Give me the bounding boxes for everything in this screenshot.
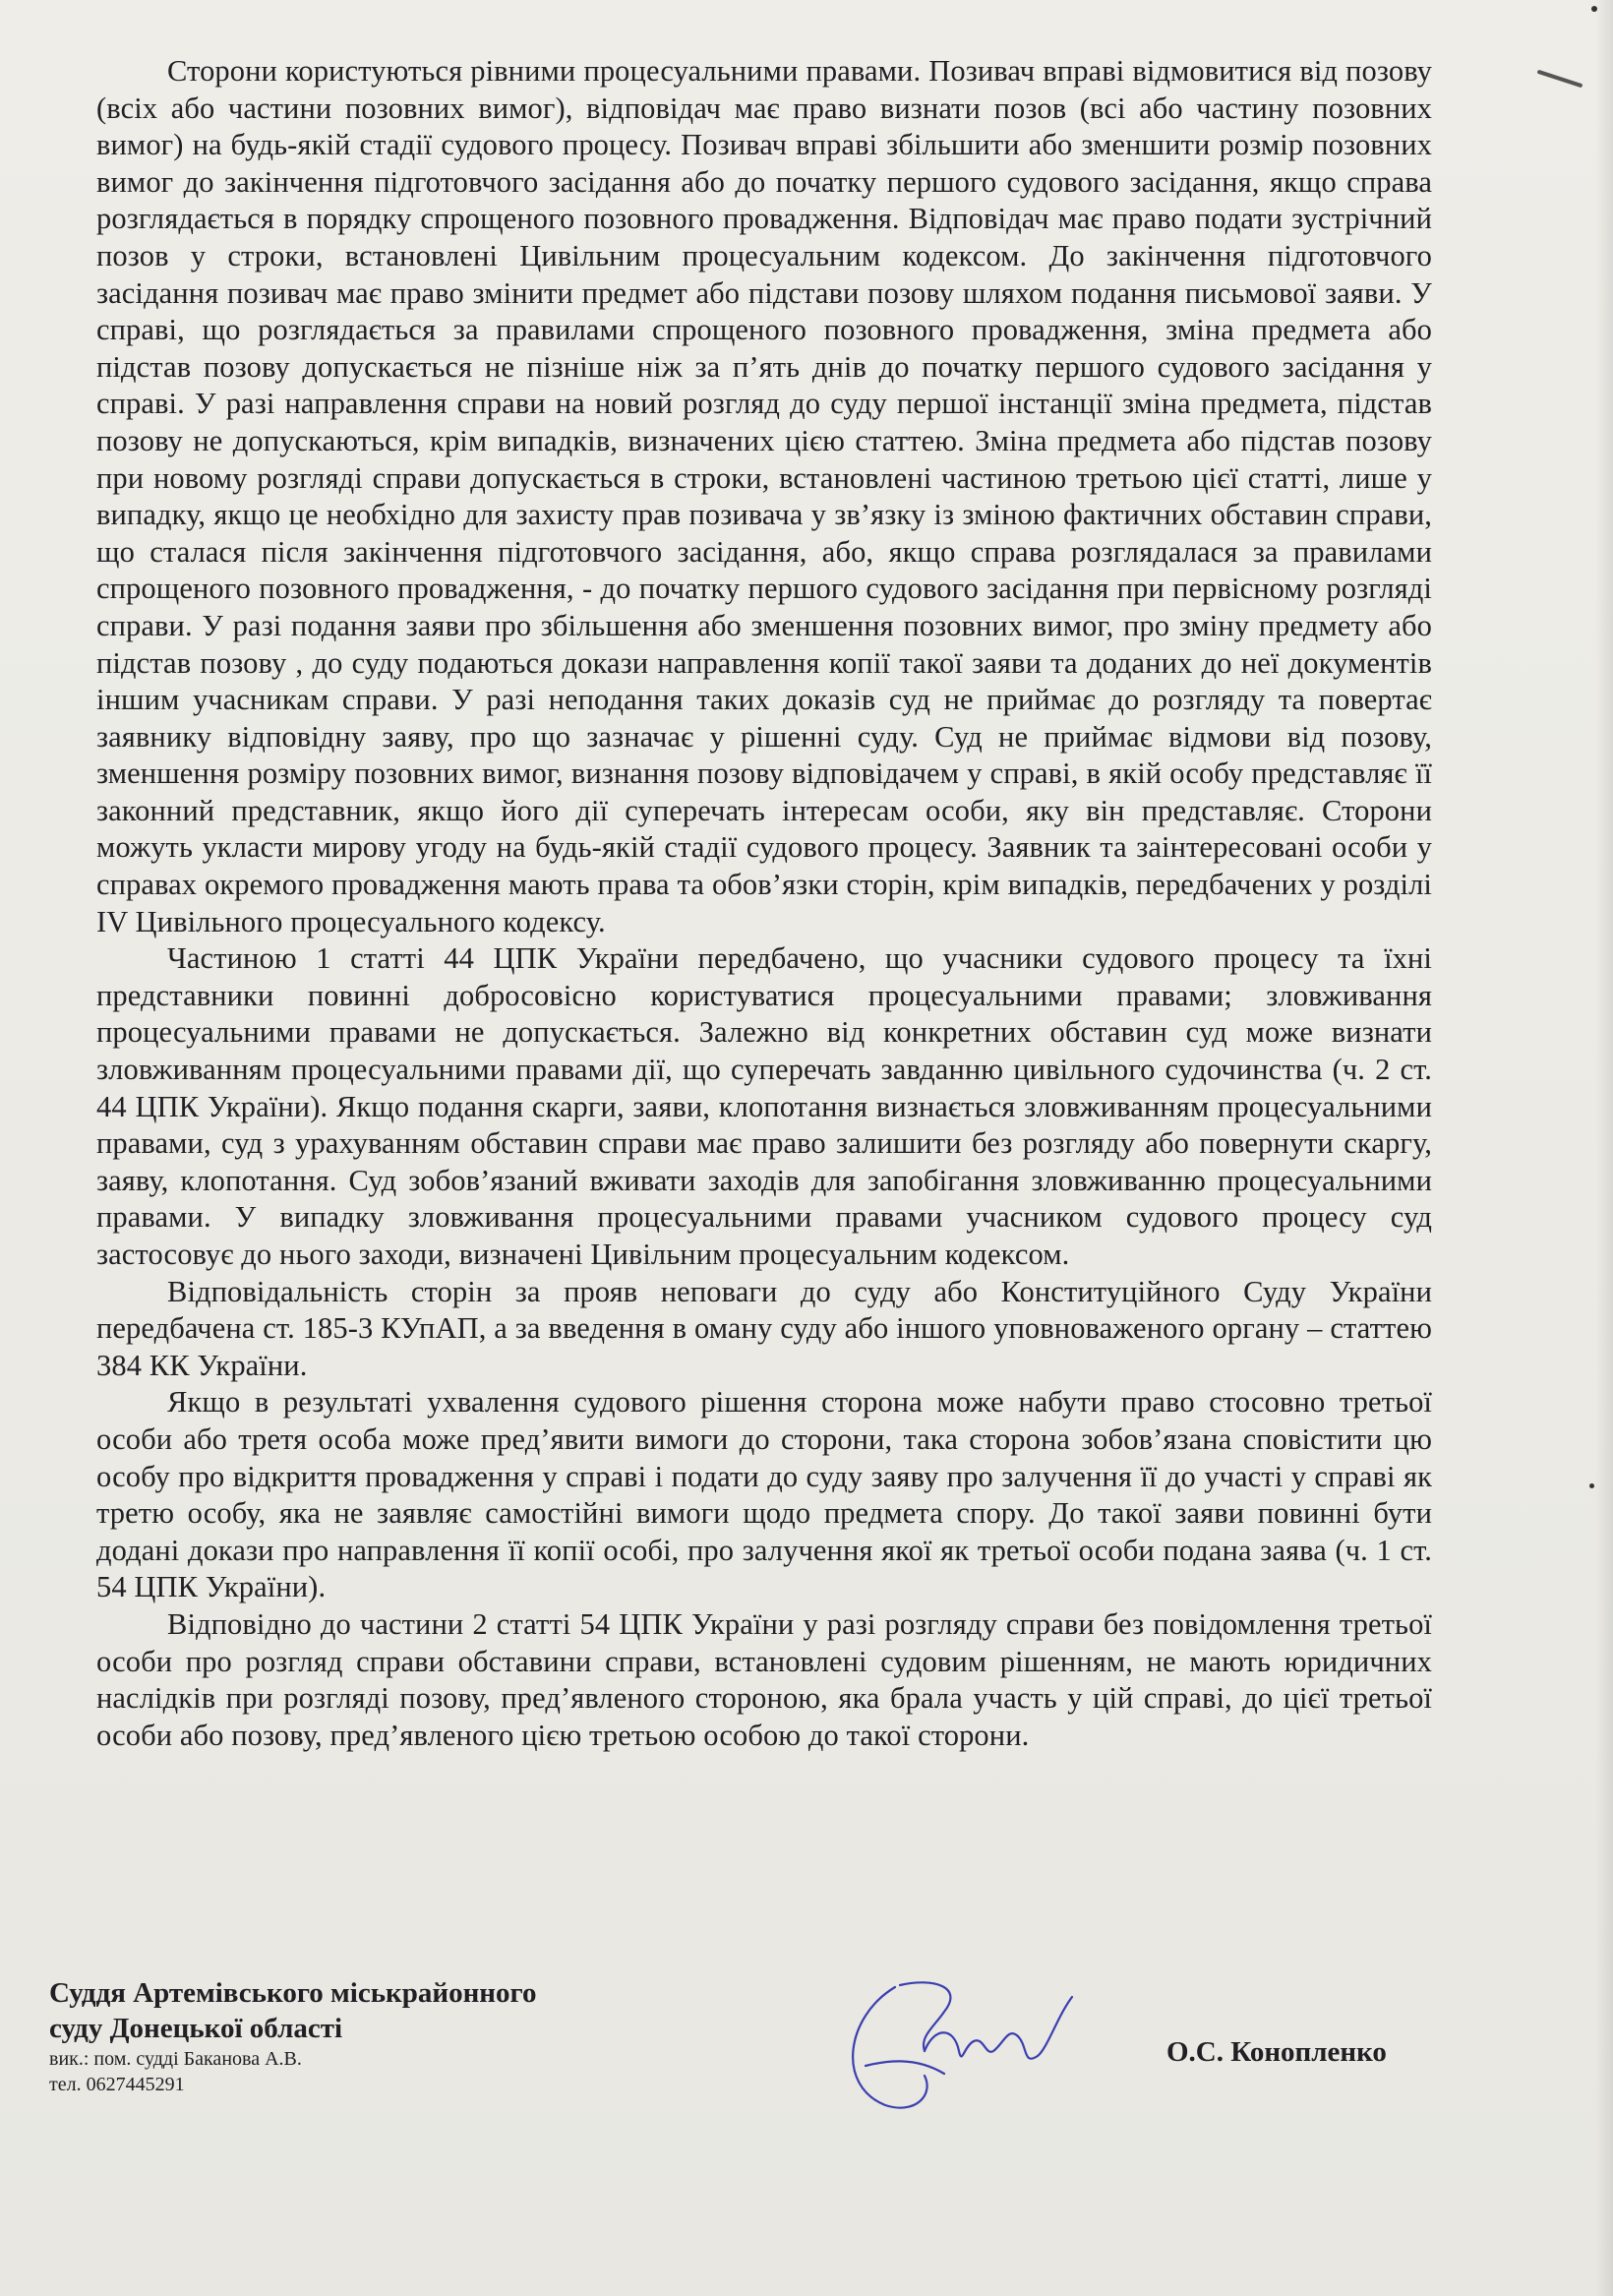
scan-mark [1537, 70, 1583, 89]
document-body [96, 53, 1432, 1754]
paragraph: Відповідно до частини 2 статті 54 ЦПК України у разі розгляду справи без повідомлення третьої особи про розгляд справи обставини справи, встановлені судовим рішенням, не мають юридичних наслідків при розгляді позову, пред’явленого стороною, яка брала участь у цій справі, до цієї третьої особи або позову, пред’явленого цією третьою особою до такої сторони. [96, 1606, 1432, 1752]
scan-dot [1589, 1483, 1594, 1488]
signature-block [49, 1975, 679, 2097]
court-title-line-2: суду Донецької області [49, 2013, 343, 2044]
paragraph: Якщо в результаті ухвалення судового рішення сторона може набути право стосовно третьої особи або третя особа може пред’явити вимоги до сторони, така сторона зобов’язана сповістити цю особу про відкриття провадження у справі і подати до суду заяву про залучення її до участі у справі як третю особу, яка не заявляє самостійні вимоги щодо предмета спору. До такої заяви повинні бути додані докази про направлення її копії особі, про залучення якої як третьої особи подана заява (ч. 1 ст. 54 ЦПК України). [96, 1385, 1432, 1604]
scan-dot [1591, 6, 1597, 12]
executor-note: вик.: пом. судді Баканова А.В. [49, 2048, 302, 2070]
court-title-line-1: Суддя Артемівського міськрайонного [49, 1977, 537, 2009]
paragraph: Відповідальність сторін за прояв неповаги до суду або Конституційного Суду України передбачена ст. 185-3 КУпАП, а за введення в оману суду або іншого уповноваженого органу – статтею 384 КК України. [96, 1274, 1432, 1382]
phone-number: тел. 0627445291 [49, 2074, 185, 2095]
scan-edge-shadow [1595, 0, 1613, 2296]
handwritten-signature [826, 1958, 1082, 2125]
judge-name: О.С. Конопленко [1166, 2036, 1387, 2068]
paragraph: Сторони користуються рівними процесуальними правами. Позивач вправі відмовитися від позову (всіх або частини позовних вимог), відповідач має право визнати позов (всі або частину позовних вимог) на будь-якій стадії судового процесу. Позивач вправі збільшити або зменшити розмір позовних вимог до закінчення підготовчого засідання або до початку першого судового засідання, якщо справа розглядається в порядку спрощеного позовного провадження. Відповідач має право подати зустрічний позов у строки, встановлені Цивільним процесуальним кодексом. До закінчення підготовчого засідання позивач має право змінити предмет або підстави позову шляхом подання письмової заяви. У справі, що розглядається за правилами спрощеного позовного провадження, зміна предмета або підстав позову допускається не пізніше ніж за п’ять днів до початку першого судового засідання у справі. У разі направлення справи на новий розгляд до суду першої інстанції зміна предмета, підстав позову не допускаються, крім випадків, визначених цією статтею. Зміна предмета або підстав позову при новому розгляді справи допускається в строки, встановлені частиною третьою цієї статті, лише у випадку, якщо це необхідно для захисту прав позивача у зв’язку із зміною фактичних обставин справи, що сталася після закінчення підготовчого засідання, або, якщо справа розглядалася за правилами спрощеного позовного провадження, - до початку першого судового засідання при первісному розгляді справи. У разі подання заяви про збільшення або зменшення позовних вимог, про зміну предмету або підстав позову , до суду подаються докази направлення копії такої заяви та доданих до неї документів іншим учасникам справи. У разі неподання таких доказів суд не приймає до розгляду та повертає заявнику відповідну заяву, про що зазначає у рішенні суду. Суд не приймає відмови від позову, зменшення розміру позовних вимог, визнання позову відповідачем у справі, в якій особу представляє її законний представник, якщо його дії суперечать інтересам особи, яку він представляє. Сторони можуть укласти мирову угоду на будь-якій стадії судового процесу. Заявник та заінтересовані особи у справах окремого провадження мають права та обов’язки сторін, крім випадків, передбачених у розділі IV Цивільного процесуального кодексу. [96, 54, 1432, 938]
paragraph: Частиною 1 статті 44 ЦПК України передбачено, що учасники судового процесу та їхні представники повинні добросовісно користуватися процесуальними правами; зловживання процесуальними правами не допускається. Залежно від конкретних обставин суд може визнати зловживанням процесуальними правами дії, що суперечать завданню цивільного судочинства (ч. 2 ст. 44 ЦПК України). Якщо подання скарги, заяви, клопотання визнається зловживанням процесуальними правами, суд з урахуванням обставин справи має право залишити без розгляду або повернути скаргу, заяву, клопотання. Суд зобов’язаний вживати заходів для запобігання зловживанню процесуальними правами. У випадку зловживання процесуальними правами учасником судового процесу суд застосовує до нього заходи, визначені Цивільним процесуальним кодексом. [96, 941, 1432, 1271]
